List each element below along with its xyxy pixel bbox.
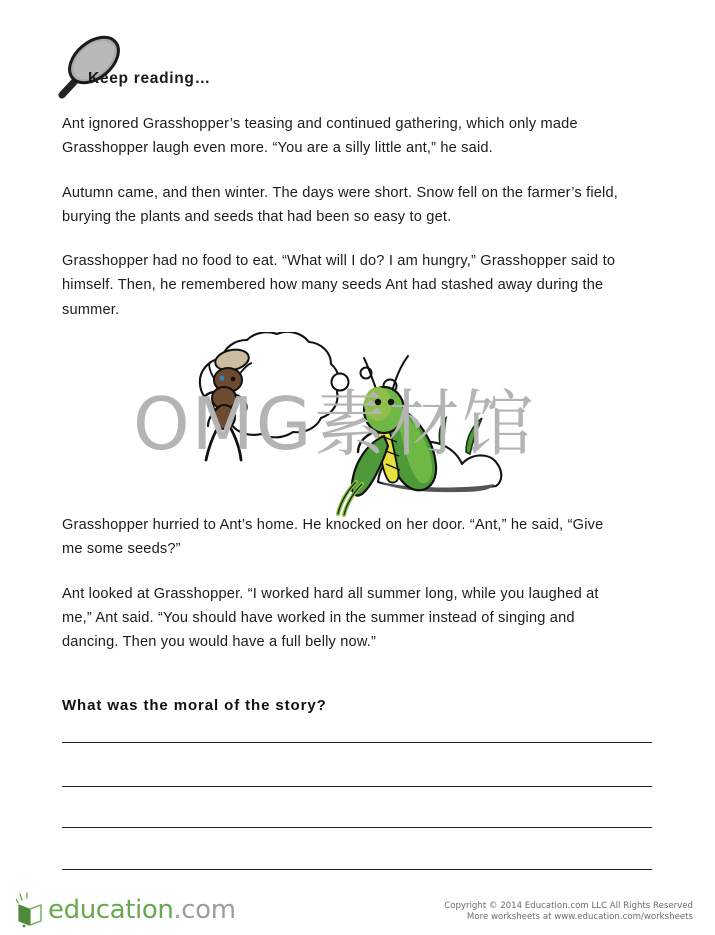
story-paragraph: Ant ignored Grasshopper’s teasing and continued gathering, which only made Grasshopper laugh even more. “You are a silly little ant,” he said.	[62, 116, 578, 157]
grasshopper-thinking-of-ant-illustration	[140, 332, 545, 517]
copyright-line-1: Copyright © 2014 Education.com LLC All Rights Reserved	[444, 901, 693, 911]
answer-line[interactable]	[62, 742, 652, 743]
logo-dotcom-text: .com	[173, 895, 236, 925]
copyright-line-2: More worksheets at www.education.com/worksheets	[466, 912, 693, 923]
thought-bubble-dot	[332, 374, 349, 391]
answer-lines-group	[62, 724, 652, 870]
logo-wordmark	[48, 895, 236, 925]
grass-blade	[466, 418, 482, 454]
story-paragraph: Ant looked at Grasshopper. “I worked hard all summer long, while you laughed at me,” Ant said. “You should have worked in the summer instead of singing and dancing. Then you would have a full belly now.”	[62, 585, 599, 651]
omg-watermark: OMG素材馆	[133, 382, 536, 466]
page-title: Keep reading…	[88, 70, 211, 87]
magnifying-glass-icon	[44, 27, 126, 105]
answer-line[interactable]	[62, 827, 652, 828]
answer-line[interactable]	[62, 869, 652, 870]
grass-blade	[439, 418, 446, 446]
question-prompt: What was the moral of the story?	[62, 697, 327, 714]
story-text-bottom	[62, 513, 628, 654]
story-paragraph: Grasshopper had no food to eat. “What will I do? I am hungry,” Grasshopper said to himself. Then, he remembered how many seeds Ant had stashed away during the summer.	[62, 253, 616, 318]
worksheet-header	[0, 0, 715, 105]
worksheet-footer	[0, 890, 715, 935]
logo-education-text: education	[48, 895, 174, 925]
answer-line[interactable]	[62, 786, 652, 787]
story-paragraph: Grasshopper hurried to Ant’s home. He knocked on her door. “Ant,” he said, “Give me some seeds?”	[62, 517, 604, 558]
open-book-icon	[16, 892, 46, 928]
copyright-notice	[444, 901, 693, 924]
story-text-top	[62, 112, 628, 322]
education-dot-com-logo[interactable]	[16, 890, 236, 930]
story-paragraph: Autumn came, and then winter. The days were short. Snow fell on the farmer’s field, burying the plants and seeds that had been so easy to get.	[62, 184, 618, 225]
